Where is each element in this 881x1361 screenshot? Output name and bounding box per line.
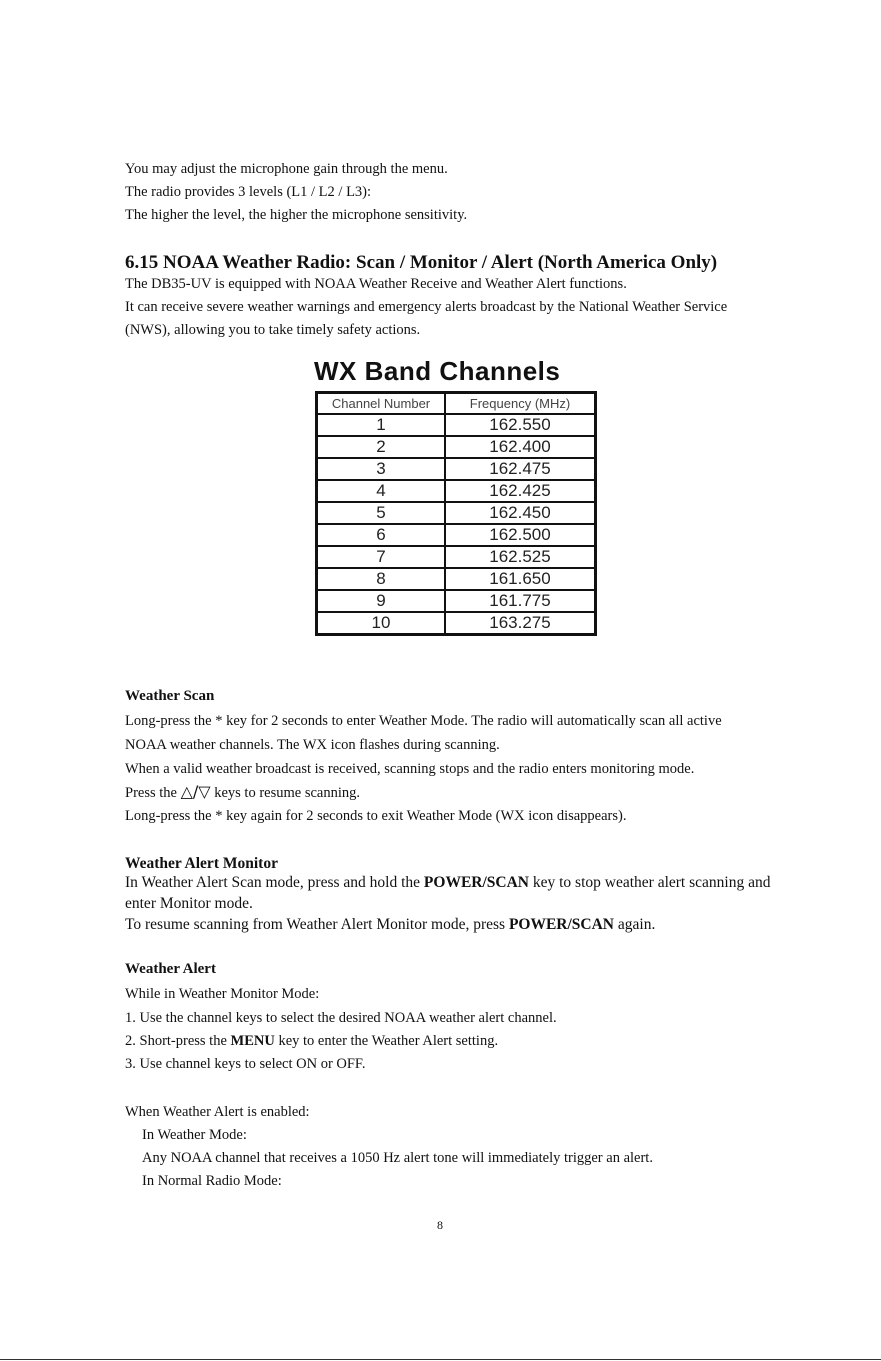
channel-cell: 8 xyxy=(317,568,446,590)
frequency-cell: 162.400 xyxy=(445,436,596,458)
channel-cell: 2 xyxy=(317,436,446,458)
up-down-arrow-icon: △/▽ xyxy=(180,782,211,801)
frequency-cell: 161.650 xyxy=(445,568,596,590)
power-scan-key: POWER/SCAN xyxy=(508,916,615,933)
channel-cell: 10 xyxy=(317,612,446,635)
frequency-cell: 162.550 xyxy=(445,414,596,436)
monitor-line-2: enter Monitor mode. xyxy=(125,895,253,912)
intro-line-2: The radio provides 3 levels (L1 / L2 / L3): xyxy=(125,184,372,200)
monitor-line-1-pre: In Weather Alert Scan mode, press and hold the xyxy=(125,874,424,891)
menu-key: MENU xyxy=(230,1033,275,1049)
weather-scan-line-3: When a valid weather broadcast is received, scanning stops and the radio enters monitoring mode. xyxy=(125,761,695,777)
frequency-cell: 161.775 xyxy=(445,590,596,612)
weather-alert-monitor-title: Weather Alert Monitor xyxy=(125,855,278,872)
weather-scan-line-4-pre: Press the xyxy=(125,785,181,801)
weather-alert-enabled: When Weather Alert is enabled: xyxy=(125,1104,310,1120)
monitor-line-3 xyxy=(125,916,655,934)
power-scan-key: POWER/SCAN xyxy=(423,874,529,891)
weather-scan-line-2: NOAA weather channels. The WX icon flashes during scanning. xyxy=(125,737,500,753)
channel-cell: 5 xyxy=(317,502,446,524)
channel-cell: 1 xyxy=(317,414,446,436)
table-row xyxy=(317,414,596,436)
channel-cell: 4 xyxy=(317,480,446,502)
bottom-rule xyxy=(0,1359,881,1360)
weather-scan-line-5: Long-press the * key again for 2 seconds to exit Weather Mode (WX icon disappears). xyxy=(125,808,627,824)
weather-alert-line-1: While in Weather Monitor Mode: xyxy=(125,986,320,1002)
section-line-3: (NWS), allowing you to take timely safety actions. xyxy=(125,322,421,338)
section-line-1: The DB35-UV is equipped with NOAA Weather Receive and Weather Alert functions. xyxy=(125,276,627,292)
table-row xyxy=(317,502,596,524)
section-heading: 6.15 NOAA Weather Radio: Scan / Monitor / Alert (North America Only) xyxy=(125,252,718,273)
wx-table-header-row xyxy=(317,393,596,415)
step-2-pre: 2. Short-press the xyxy=(125,1033,231,1049)
table-row xyxy=(317,590,596,612)
table-row xyxy=(317,458,596,480)
step-2-post: key to enter the Weather Alert setting. xyxy=(274,1033,499,1049)
frequency-cell: 162.425 xyxy=(445,480,596,502)
col-header-frequency: Frequency (MHz) xyxy=(445,393,596,415)
table-row xyxy=(317,524,596,546)
table-row xyxy=(317,436,596,458)
wx-band-table xyxy=(315,391,597,636)
frequency-cell: 162.500 xyxy=(445,524,596,546)
weather-scan-line-1: Long-press the * key for 2 seconds to enter Weather Mode. The radio will automatically scan all active xyxy=(125,713,722,729)
monitor-line-1 xyxy=(125,874,770,892)
table-row xyxy=(317,480,596,502)
weather-alert-step-3: 3. Use channel keys to select ON or OFF. xyxy=(125,1056,366,1072)
weather-scan-title: Weather Scan xyxy=(125,688,215,704)
monitor-line-1-post: key to stop weather alert scanning and xyxy=(529,874,771,891)
intro-line-1: You may adjust the microphone gain through the menu. xyxy=(125,161,448,177)
frequency-cell: 162.475 xyxy=(445,458,596,480)
channel-cell: 7 xyxy=(317,546,446,568)
col-header-channel: Channel Number xyxy=(317,393,446,415)
normal-mode-label: In Normal Radio Mode: xyxy=(142,1173,282,1189)
frequency-cell: 162.525 xyxy=(445,546,596,568)
page-number: 8 xyxy=(437,1218,443,1232)
table-row xyxy=(317,612,596,635)
frequency-cell: 163.275 xyxy=(445,612,596,635)
intro-line-3: The higher the level, the higher the microphone sensitivity. xyxy=(125,207,468,223)
weather-scan-line-4-post: keys to resume scanning. xyxy=(210,785,360,801)
section-line-2: It can receive severe weather warnings and emergency alerts broadcast by the National Weather Service xyxy=(125,299,728,315)
weather-alert-title: Weather Alert xyxy=(125,961,216,977)
weather-alert-step-1: 1. Use the channel keys to select the desired NOAA weather alert channel. xyxy=(125,1010,557,1026)
table-row xyxy=(317,568,596,590)
channel-cell: 6 xyxy=(317,524,446,546)
weather-alert-step-2 xyxy=(125,1032,498,1050)
weather-mode-desc: Any NOAA channel that receives a 1050 Hz alert tone will immediately trigger an alert. xyxy=(142,1150,653,1166)
channel-cell: 3 xyxy=(317,458,446,480)
channel-cell: 9 xyxy=(317,590,446,612)
table-row xyxy=(317,546,596,568)
weather-mode-label: In Weather Mode: xyxy=(142,1127,247,1143)
frequency-cell: 162.450 xyxy=(445,502,596,524)
monitor-line-3-pre: To resume scanning from Weather Alert Monitor mode, press xyxy=(125,916,509,933)
weather-scan-line-4 xyxy=(125,783,360,802)
wx-table-title: WX Band Channels xyxy=(314,356,561,386)
monitor-line-3-post: again. xyxy=(614,916,656,933)
